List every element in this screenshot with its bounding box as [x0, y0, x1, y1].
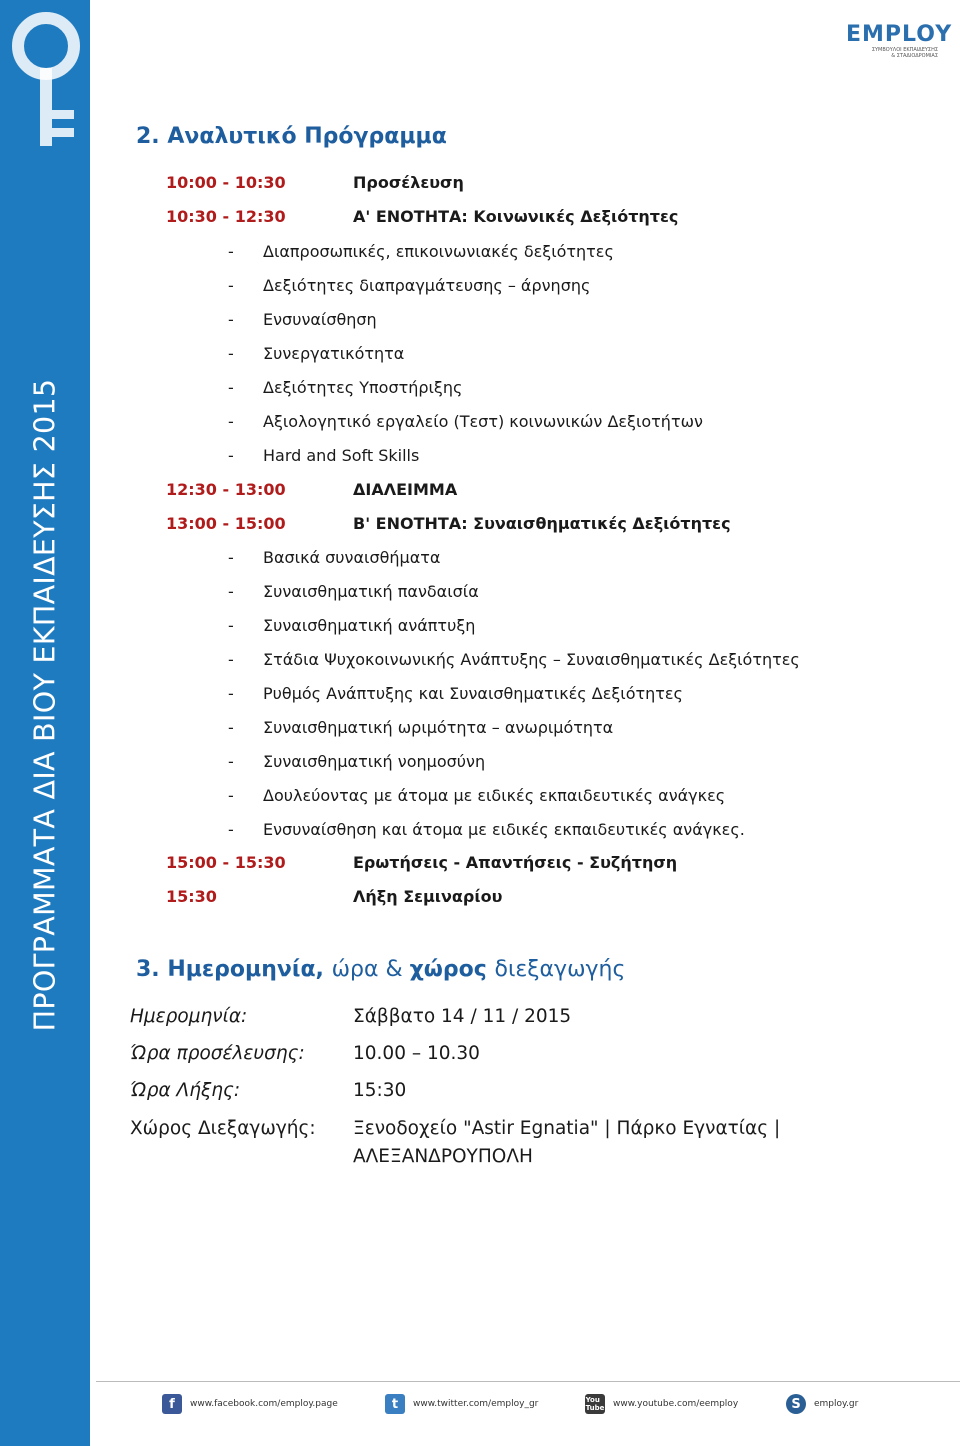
venue-value-line2: ΑΛΕΞΑΝΔΡΟΥΠΟΛΗ [353, 1146, 533, 1167]
bullet-dash: - [228, 344, 234, 363]
schedule-label: Ερωτήσεις - Απαντήσεις - Συζήτηση [353, 853, 678, 872]
list-item-text: Συναισθηματική νοημοσύνη [263, 752, 486, 771]
sidebar-title: ΠΡΟΓΡΑΜΜΑΤΑ ΔΙΑ ΒΙΟΥ ΕΚΠΑΙΔΕΥΣΗΣ 2015 [28, 378, 62, 1032]
schedule-time: 15:00 - 15:30 [166, 853, 286, 872]
section-3-title-part: χώρος [409, 957, 495, 982]
bullet-dash: - [228, 684, 234, 703]
list-item-text: Δουλεύοντας με άτομα με ειδικές εκπαιδευτικές ανάγκες [263, 786, 726, 805]
site-link[interactable]: employ.gr [814, 1399, 859, 1409]
list-item-text: Αξιολογητικό εργαλείο (Τεστ) κοινωνικών Δεξιοτήτων [263, 412, 703, 431]
footer-youtube[interactable] [585, 1392, 738, 1416]
youtube-link[interactable]: www.youtube.com/eemploy [613, 1399, 739, 1409]
list-item-text: Δεξιότητες διαπραγμάτευσης – άρνησης [263, 276, 591, 295]
schedule-label: Β' ΕΝΟΤΗΤΑ: Συναισθηματικές Δεξιότητες [353, 514, 731, 533]
key-icon [6, 6, 84, 150]
schedule-label: Α' ΕΝΟΤΗΤΑ: Κοινωνικές Δεξιότητες [353, 207, 679, 226]
list-item-text: Βασικά συναισθήματα [263, 548, 441, 567]
list-item-text: Στάδια Ψυχοκοινωνικής Ανάπτυξης – Συναισθηματικές Δεξιότητες [263, 650, 800, 669]
facebook-link[interactable]: www.facebook.com/employ.page [190, 1399, 338, 1409]
bullet-dash: - [228, 412, 234, 431]
bullet-dash: - [228, 786, 234, 805]
section-3-title-part: 3. Ημερομηνία, [136, 957, 332, 982]
list-item-text: Συναισθηματική ανάπτυξη [263, 616, 476, 635]
schedule-label: ΔΙΑΛΕΙΜΜΑ [353, 480, 458, 499]
list-item-text: Συναισθηματική πανδαισία [263, 582, 479, 601]
venue-value-line1: Ξενοδοχείο "Astir Egnatia" | Πάρκο Εγνατίας | [353, 1118, 781, 1139]
sidebar-banner [0, 0, 90, 1446]
date-label: Ημερομηνία: [130, 1006, 248, 1027]
bullet-dash: - [228, 276, 234, 295]
bullet-dash: - [228, 582, 234, 601]
footer-divider [96, 1381, 960, 1382]
bullet-dash: - [228, 752, 234, 771]
bullet-dash: - [228, 378, 234, 397]
bullet-dash: - [228, 446, 234, 465]
footer-facebook[interactable] [162, 1392, 338, 1416]
footer-twitter[interactable] [385, 1392, 538, 1416]
section-2-title: 2. Αναλυτικό Πρόγραμμα [136, 124, 447, 149]
arrival-time-value: 10.00 – 10.30 [353, 1043, 480, 1064]
twitter-icon: t [385, 1394, 405, 1414]
bullet-dash: - [228, 820, 234, 839]
arrival-time-label: Ώρα προσέλευσης: [130, 1043, 305, 1064]
venue-label: Χώρος Διεξαγωγής: [130, 1118, 316, 1139]
section-3-title-part: διεξαγωγής [494, 957, 626, 982]
youtube-icon: You Tube [585, 1396, 605, 1412]
twitter-link[interactable]: www.twitter.com/employ_gr [413, 1399, 539, 1409]
end-time-label: Ώρα Λήξης: [130, 1080, 241, 1101]
schedule-time: 12:30 - 13:00 [166, 480, 286, 499]
bullet-dash: - [228, 616, 234, 635]
date-value: Σάββατο 14 / 11 / 2015 [353, 1006, 572, 1027]
list-item-text: Δεξιότητες Υποστήριξης [263, 378, 463, 397]
bullet-dash: - [228, 242, 234, 261]
facebook-icon: f [162, 1394, 182, 1414]
list-item-text: Hard and Soft Skills [263, 446, 420, 465]
schedule-label: Λήξη Σεμιναρίου [353, 887, 503, 906]
website-icon: S [786, 1394, 806, 1414]
bullet-dash: - [228, 548, 234, 567]
list-item-text: Ενσυναίσθηση [263, 310, 377, 329]
footer-site[interactable] [786, 1392, 858, 1416]
schedule-time: 13:00 - 15:00 [166, 514, 286, 533]
logo-subtitle-2: & ΣΤΑΔΙΟΔΡΟΜΙΑΣ [891, 53, 938, 59]
list-item-text: Συνεργατικότητα [263, 344, 405, 363]
end-time-value: 15:30 [353, 1080, 407, 1101]
logo-subtitle-1: ΣΥΜΒΟΥΛΟΙ ΕΚΠΑΙΔΕΥΣΗΣ [871, 47, 938, 53]
bullet-dash: - [228, 650, 234, 669]
schedule-time: 10:30 - 12:30 [166, 207, 286, 226]
section-3-title-part: ώρα & [331, 957, 410, 982]
schedule-time: 10:00 - 10:30 [166, 173, 286, 192]
list-item-text: Συναισθηματική ωριμότητα – ανωριμότητα [263, 718, 614, 737]
schedule-label: Προσέλευση [353, 173, 464, 192]
bullet-dash: - [228, 718, 234, 737]
employ-logo [846, 22, 958, 68]
section-3-title [136, 957, 625, 982]
list-item-text: Ενσυναίσθηση και άτομα με ειδικές εκπαιδευτικές ανάγκες. [263, 820, 745, 839]
schedule-time: 15:30 [166, 887, 217, 906]
bullet-dash: - [228, 310, 234, 329]
logo-name: EMPLOY [846, 22, 953, 47]
list-item-text: Ρυθμός Ανάπτυξης και Συναισθηματικές Δεξιότητες [263, 684, 683, 703]
list-item-text: Διαπροσωπικές, επικοινωνιακές δεξιότητες [263, 242, 614, 261]
